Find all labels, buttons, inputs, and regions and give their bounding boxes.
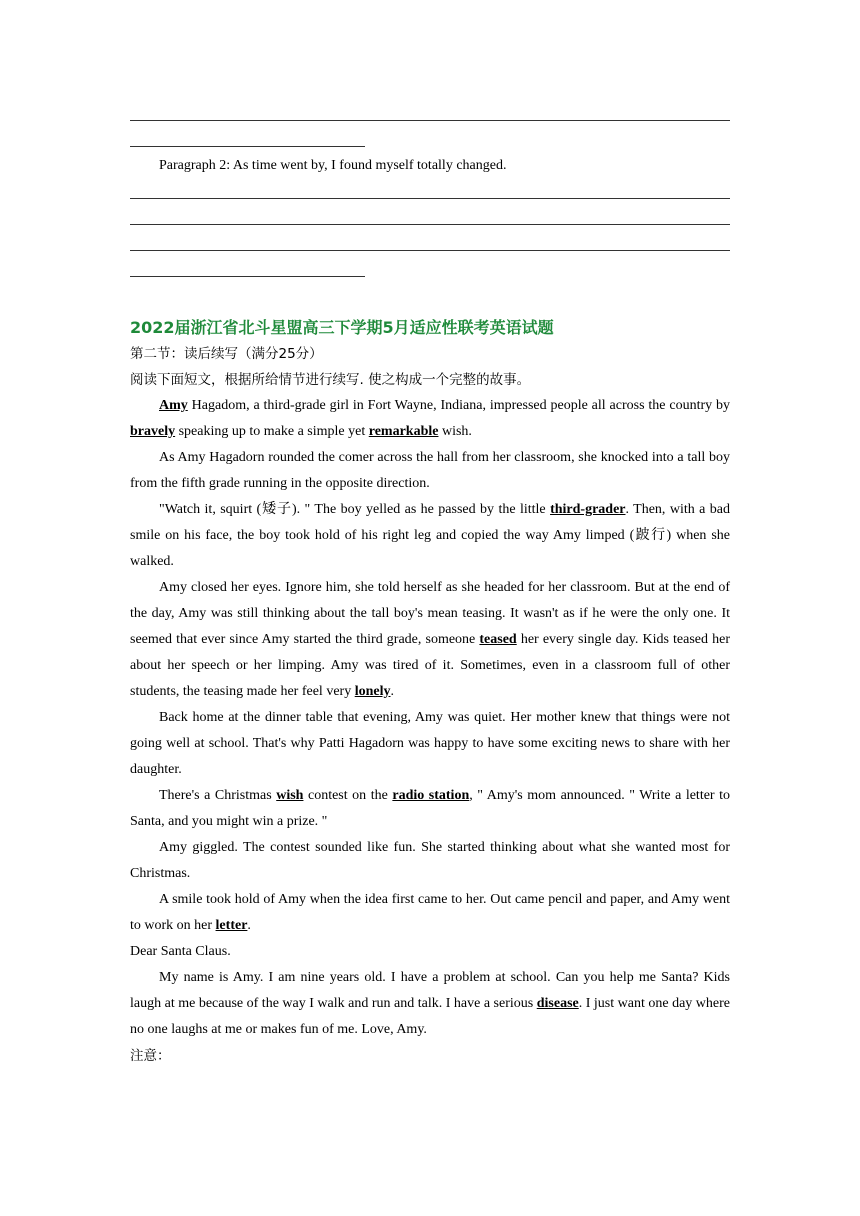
keyword: teased	[479, 632, 517, 647]
writing-line	[130, 198, 730, 199]
story-paragraph: "Watch it, squirt (矮子). " The boy yelled as he passed by the little third-grader. Then, with a bad smile on his face, the boy took hold of his right leg and copied the way Amy limped (跛行) when she walked.	[130, 502, 730, 569]
keyword: radio station	[392, 788, 470, 803]
story-paragraph: A smile took hold of Amy when the idea first came to her. Out came pencil and paper, and Amy went to work on her letter.	[130, 892, 730, 933]
story-paragraph: Back home at the dinner table that evening, Amy was quiet. Her mother knew that things were not going well at school. That's why Patti Hagadorn was happy to have some exciting news to share with her daughter.	[130, 710, 730, 777]
story-paragraph: There's a Christmas wish contest on the radio station, " Amy's mom announced. " Write a letter to Santa, and you might win a prize. "	[130, 788, 731, 829]
keyword: third-grader	[550, 502, 626, 517]
writing-line	[130, 250, 730, 251]
writing-line	[130, 146, 365, 147]
keyword: bravely	[130, 424, 176, 439]
letter-salutation: Dear Santa Claus.	[130, 944, 231, 959]
keyword: lonely	[354, 684, 391, 699]
writing-line	[130, 120, 730, 121]
story-paragraph: Amy giggled. The contest sounded like fun. She started thinking about what she wanted most for Christmas.	[130, 840, 730, 881]
story-paragraph: Amy closed her eyes. Ignore him, she told herself as she headed for her classroom. But at the end of the day, Amy was still thinking about the tall boy's mean teasing. It wasn't as if he were the only one. It seemed that ever since Amy started the third grade, someone teased her every single day. Kids teased her about her speech or her limping. Amy was tired of it. Sometimes, even in a classroom full of other students, the teasing made her feel very lonely.	[130, 580, 731, 699]
exam-section	[130, 315, 730, 1069]
instruction: 阅读下面短文，根据所给情节进行续写. 使之构成一个完整的故事。	[130, 372, 531, 388]
exam-title: 2022届浙江省北斗星盟高三下学期5月适应性联考英语试题	[130, 318, 554, 337]
paragraph2-prompt: Paragraph 2: As time went by, I found myself totally changed.	[159, 158, 507, 173]
keyword: letter	[215, 918, 248, 933]
section-heading: 第二节：读后续写（满分25分）	[130, 346, 323, 362]
story-paragraph: As Amy Hagadorn rounded the comer across the hall from her classroom, she knocked into a tall boy from the fifth grade running in the opposite direction.	[130, 450, 730, 491]
letter-body: My name is Amy. I am nine years old. I have a problem at school. Can you help me Santa? Kids laugh at me because of the way I walk and run and talk. I have a serious disease. I just want one day where no one laughs at me or makes fun of me. Love, Amy.	[130, 970, 730, 1037]
writing-line	[130, 224, 730, 225]
keyword: remarkable	[368, 424, 439, 439]
note-label: 注意：	[130, 1048, 171, 1064]
keyword: Amy	[159, 398, 188, 413]
keyword: disease	[536, 996, 579, 1011]
writing-line	[130, 276, 365, 277]
keyword: wish	[276, 788, 304, 803]
story-paragraph: Amy Hagadom, a third-grade girl in Fort Wayne, Indiana, impressed people all across the country by bravely speaking up to make a simple yet remarkable wish.	[130, 398, 730, 439]
